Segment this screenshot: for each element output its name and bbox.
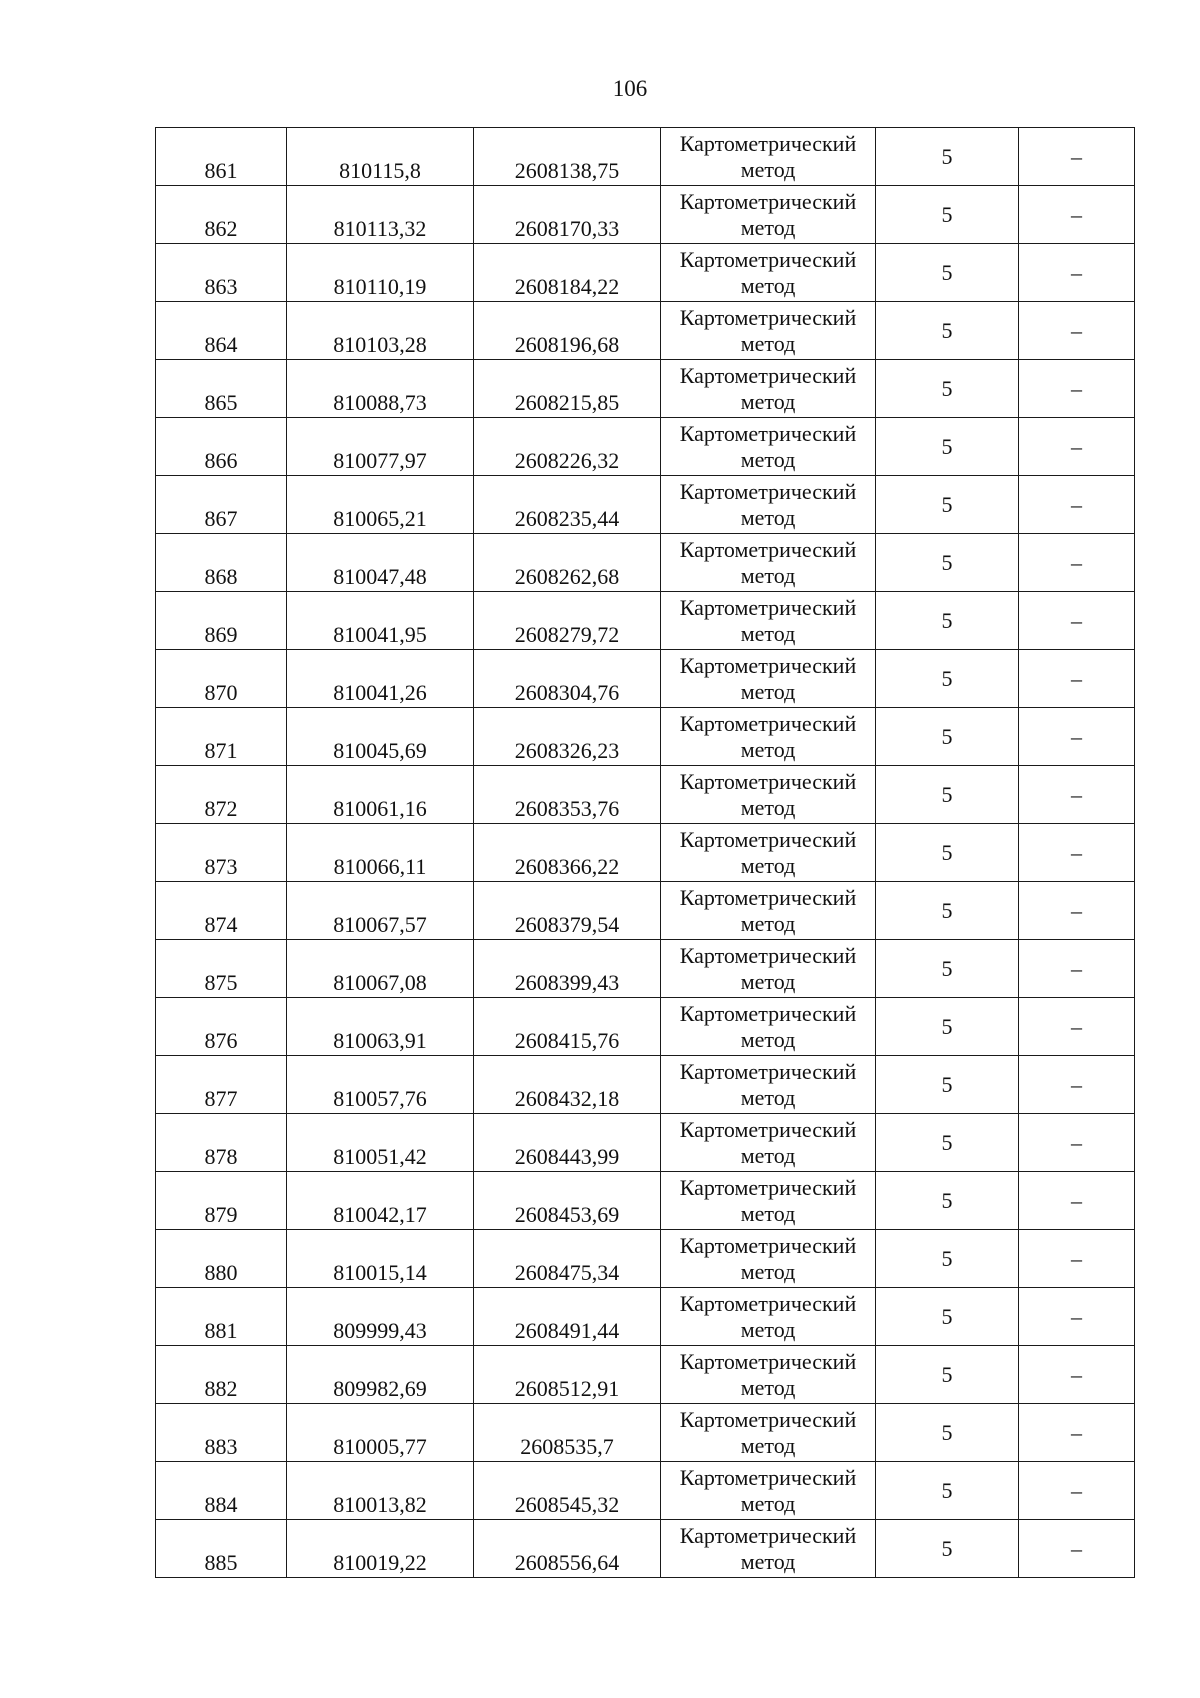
method-cell (661, 1288, 876, 1346)
table-row (156, 824, 1135, 882)
x-coordinate-cell: 810057,76 (287, 1056, 474, 1114)
x-coordinate-cell: 810113,32 (287, 186, 474, 244)
accuracy-cell: 5 (876, 1404, 1019, 1462)
method-cell (661, 302, 876, 360)
table-row (156, 998, 1135, 1056)
y-coordinate-cell: 2608491,44 (474, 1288, 661, 1346)
x-coordinate-cell: 810015,14 (287, 1230, 474, 1288)
description-cell: – (1019, 592, 1135, 650)
method-line-2: метод (740, 1490, 796, 1516)
accuracy-cell: 5 (876, 1056, 1019, 1114)
y-coordinate-cell: 2608353,76 (474, 766, 661, 824)
method-line-2: метод (740, 1316, 796, 1342)
x-coordinate-cell: 810103,28 (287, 302, 474, 360)
point-number-cell: 867 (156, 476, 287, 534)
description-cell: – (1019, 1520, 1135, 1578)
description-cell: – (1019, 1288, 1135, 1346)
method-cell (661, 708, 876, 766)
point-number-cell: 861 (156, 128, 287, 186)
point-number-cell: 869 (156, 592, 287, 650)
accuracy-cell: 5 (876, 534, 1019, 592)
x-coordinate-cell: 810061,16 (287, 766, 474, 824)
y-coordinate-cell: 2608184,22 (474, 244, 661, 302)
method-line-1: Картометрический (679, 420, 857, 446)
accuracy-cell: 5 (876, 1520, 1019, 1578)
accuracy-cell: 5 (876, 650, 1019, 708)
accuracy-cell: 5 (876, 476, 1019, 534)
method-cell (661, 650, 876, 708)
point-number-cell: 872 (156, 766, 287, 824)
x-coordinate-cell: 810047,48 (287, 534, 474, 592)
description-cell: – (1019, 1230, 1135, 1288)
coordinates-table (155, 127, 1135, 1578)
method-cell (661, 1172, 876, 1230)
point-number-cell: 866 (156, 418, 287, 476)
method-cell (661, 476, 876, 534)
description-cell: – (1019, 882, 1135, 940)
method-line-2: метод (740, 1374, 796, 1400)
description-cell: – (1019, 302, 1135, 360)
method-cell (661, 360, 876, 418)
y-coordinate-cell: 2608304,76 (474, 650, 661, 708)
y-coordinate-cell: 2608443,99 (474, 1114, 661, 1172)
accuracy-cell: 5 (876, 708, 1019, 766)
table-row (156, 1346, 1135, 1404)
description-cell: – (1019, 244, 1135, 302)
accuracy-cell: 5 (876, 244, 1019, 302)
method-cell (661, 1056, 876, 1114)
accuracy-cell: 5 (876, 766, 1019, 824)
point-number-cell: 871 (156, 708, 287, 766)
method-cell (661, 998, 876, 1056)
y-coordinate-cell: 2608545,32 (474, 1462, 661, 1520)
method-line-1: Картометрический (679, 942, 857, 968)
method-line-2: метод (740, 1432, 796, 1458)
method-line-1: Картометрический (679, 188, 857, 214)
method-line-2: метод (740, 794, 796, 820)
y-coordinate-cell: 2608475,34 (474, 1230, 661, 1288)
method-line-2: метод (740, 504, 796, 530)
table-row (156, 1172, 1135, 1230)
point-number-cell: 878 (156, 1114, 287, 1172)
accuracy-cell: 5 (876, 418, 1019, 476)
method-line-1: Картометрический (679, 1174, 857, 1200)
description-cell: – (1019, 186, 1135, 244)
point-number-cell: 881 (156, 1288, 287, 1346)
y-coordinate-cell: 2608262,68 (474, 534, 661, 592)
page-number: 106 (612, 76, 648, 101)
method-cell (661, 244, 876, 302)
method-line-1: Картометрический (679, 1058, 857, 1084)
method-line-1: Картометрический (679, 1000, 857, 1026)
method-line-1: Картометрический (679, 1522, 857, 1548)
method-cell (661, 940, 876, 998)
method-line-1: Картометрический (679, 1290, 857, 1316)
y-coordinate-cell: 2608326,23 (474, 708, 661, 766)
y-coordinate-cell: 2608379,54 (474, 882, 661, 940)
method-cell (661, 186, 876, 244)
method-line-2: метод (740, 388, 796, 414)
table-row (156, 1288, 1135, 1346)
description-cell: – (1019, 476, 1135, 534)
method-cell (661, 128, 876, 186)
method-line-1: Картометрический (679, 362, 857, 388)
table-row (156, 1520, 1135, 1578)
description-cell: – (1019, 128, 1135, 186)
table-row (156, 650, 1135, 708)
x-coordinate-cell: 810063,91 (287, 998, 474, 1056)
accuracy-cell: 5 (876, 302, 1019, 360)
description-cell: – (1019, 766, 1135, 824)
point-number-cell: 877 (156, 1056, 287, 1114)
table-row (156, 1056, 1135, 1114)
y-coordinate-cell: 2608535,7 (474, 1404, 661, 1462)
method-line-2: метод (740, 910, 796, 936)
method-line-2: метод (740, 562, 796, 588)
y-coordinate-cell: 2608556,64 (474, 1520, 661, 1578)
method-line-1: Картометрический (679, 710, 857, 736)
method-line-1: Картометрический (679, 1348, 857, 1374)
table-row (156, 534, 1135, 592)
method-line-1: Картометрический (679, 768, 857, 794)
method-cell (661, 1346, 876, 1404)
description-cell: – (1019, 1114, 1135, 1172)
x-coordinate-cell: 810067,08 (287, 940, 474, 998)
point-number-cell: 868 (156, 534, 287, 592)
accuracy-cell: 5 (876, 128, 1019, 186)
x-coordinate-cell: 810045,69 (287, 708, 474, 766)
point-number-cell: 880 (156, 1230, 287, 1288)
y-coordinate-cell: 2608170,33 (474, 186, 661, 244)
method-line-2: метод (740, 852, 796, 878)
y-coordinate-cell: 2608432,18 (474, 1056, 661, 1114)
description-cell: – (1019, 1346, 1135, 1404)
accuracy-cell: 5 (876, 998, 1019, 1056)
point-number-cell: 883 (156, 1404, 287, 1462)
x-coordinate-cell: 810051,42 (287, 1114, 474, 1172)
coordinates-table-body (156, 128, 1135, 1578)
method-line-2: метод (740, 1142, 796, 1168)
method-line-1: Картометрический (679, 304, 857, 330)
x-coordinate-cell: 810041,26 (287, 650, 474, 708)
point-number-cell: 864 (156, 302, 287, 360)
y-coordinate-cell: 2608415,76 (474, 998, 661, 1056)
y-coordinate-cell: 2608399,43 (474, 940, 661, 998)
y-coordinate-cell: 2608235,44 (474, 476, 661, 534)
method-cell (661, 766, 876, 824)
y-coordinate-cell: 2608138,75 (474, 128, 661, 186)
method-line-2: метод (740, 156, 796, 182)
method-line-2: метод (740, 272, 796, 298)
method-line-1: Картометрический (679, 1464, 857, 1490)
point-number-cell: 873 (156, 824, 287, 882)
x-coordinate-cell: 810019,22 (287, 1520, 474, 1578)
accuracy-cell: 5 (876, 592, 1019, 650)
method-cell (661, 1114, 876, 1172)
method-line-1: Картометрический (679, 1232, 857, 1258)
y-coordinate-cell: 2608226,32 (474, 418, 661, 476)
y-coordinate-cell: 2608215,85 (474, 360, 661, 418)
method-cell (661, 1404, 876, 1462)
x-coordinate-cell: 810077,97 (287, 418, 474, 476)
accuracy-cell: 5 (876, 1288, 1019, 1346)
y-coordinate-cell: 2608512,91 (474, 1346, 661, 1404)
method-cell (661, 882, 876, 940)
method-line-1: Картометрический (679, 246, 857, 272)
table-row (156, 418, 1135, 476)
x-coordinate-cell: 810005,77 (287, 1404, 474, 1462)
description-cell: – (1019, 1462, 1135, 1520)
description-cell: – (1019, 1404, 1135, 1462)
description-cell: – (1019, 1056, 1135, 1114)
method-line-2: метод (740, 620, 796, 646)
point-number-cell: 882 (156, 1346, 287, 1404)
point-number-cell: 874 (156, 882, 287, 940)
y-coordinate-cell: 2608196,68 (474, 302, 661, 360)
method-line-2: метод (740, 968, 796, 994)
description-cell: – (1019, 708, 1135, 766)
point-number-cell: 875 (156, 940, 287, 998)
method-line-2: метод (740, 330, 796, 356)
x-coordinate-cell: 810041,95 (287, 592, 474, 650)
description-cell: – (1019, 418, 1135, 476)
point-number-cell: 884 (156, 1462, 287, 1520)
method-line-2: метод (740, 1026, 796, 1052)
method-line-1: Картометрический (679, 1116, 857, 1142)
method-line-2: метод (740, 1200, 796, 1226)
accuracy-cell: 5 (876, 882, 1019, 940)
description-cell: – (1019, 824, 1135, 882)
method-line-2: метод (740, 1084, 796, 1110)
accuracy-cell: 5 (876, 1462, 1019, 1520)
method-line-2: метод (740, 678, 796, 704)
table-row (156, 940, 1135, 998)
y-coordinate-cell: 2608453,69 (474, 1172, 661, 1230)
table-row (156, 708, 1135, 766)
description-cell: – (1019, 998, 1135, 1056)
method-cell (661, 1462, 876, 1520)
point-number-cell: 879 (156, 1172, 287, 1230)
method-line-1: Картометрический (679, 652, 857, 678)
table-row (156, 128, 1135, 186)
x-coordinate-cell: 810115,8 (287, 128, 474, 186)
y-coordinate-cell: 2608279,72 (474, 592, 661, 650)
method-line-1: Картометрический (679, 826, 857, 852)
x-coordinate-cell: 810067,57 (287, 882, 474, 940)
method-cell (661, 418, 876, 476)
x-coordinate-cell: 809999,43 (287, 1288, 474, 1346)
y-coordinate-cell: 2608366,22 (474, 824, 661, 882)
table-row (156, 1462, 1135, 1520)
x-coordinate-cell: 809982,69 (287, 1346, 474, 1404)
table-row (156, 1230, 1135, 1288)
method-line-1: Картометрический (679, 884, 857, 910)
point-number-cell: 885 (156, 1520, 287, 1578)
table-row (156, 302, 1135, 360)
description-cell: – (1019, 534, 1135, 592)
accuracy-cell: 5 (876, 360, 1019, 418)
x-coordinate-cell: 810066,11 (287, 824, 474, 882)
description-cell: – (1019, 360, 1135, 418)
point-number-cell: 863 (156, 244, 287, 302)
x-coordinate-cell: 810042,17 (287, 1172, 474, 1230)
table-row (156, 360, 1135, 418)
table-row (156, 244, 1135, 302)
table-row (156, 592, 1135, 650)
point-number-cell: 865 (156, 360, 287, 418)
description-cell: – (1019, 940, 1135, 998)
table-row (156, 476, 1135, 534)
accuracy-cell: 5 (876, 1346, 1019, 1404)
method-line-1: Картометрический (679, 594, 857, 620)
accuracy-cell: 5 (876, 824, 1019, 882)
x-coordinate-cell: 810065,21 (287, 476, 474, 534)
method-cell (661, 534, 876, 592)
x-coordinate-cell: 810013,82 (287, 1462, 474, 1520)
accuracy-cell: 5 (876, 1172, 1019, 1230)
description-cell: – (1019, 1172, 1135, 1230)
accuracy-cell: 5 (876, 1230, 1019, 1288)
method-line-1: Картометрический (679, 130, 857, 156)
accuracy-cell: 5 (876, 940, 1019, 998)
method-line-1: Картометрический (679, 478, 857, 504)
table-row (156, 766, 1135, 824)
method-cell (661, 824, 876, 882)
description-cell: – (1019, 650, 1135, 708)
method-line-2: метод (740, 446, 796, 472)
method-line-1: Картометрический (679, 536, 857, 562)
method-cell (661, 1520, 876, 1578)
x-coordinate-cell: 810088,73 (287, 360, 474, 418)
table-row (156, 1404, 1135, 1462)
point-number-cell: 862 (156, 186, 287, 244)
point-number-cell: 870 (156, 650, 287, 708)
method-cell (661, 592, 876, 650)
table-row (156, 1114, 1135, 1172)
table-row (156, 186, 1135, 244)
accuracy-cell: 5 (876, 1114, 1019, 1172)
accuracy-cell: 5 (876, 186, 1019, 244)
point-number-cell: 876 (156, 998, 287, 1056)
method-line-1: Картометрический (679, 1406, 857, 1432)
method-line-2: метод (740, 214, 796, 240)
method-line-2: метод (740, 1258, 796, 1284)
method-cell (661, 1230, 876, 1288)
table-row (156, 882, 1135, 940)
method-line-2: метод (740, 1548, 796, 1574)
x-coordinate-cell: 810110,19 (287, 244, 474, 302)
method-line-2: метод (740, 736, 796, 762)
